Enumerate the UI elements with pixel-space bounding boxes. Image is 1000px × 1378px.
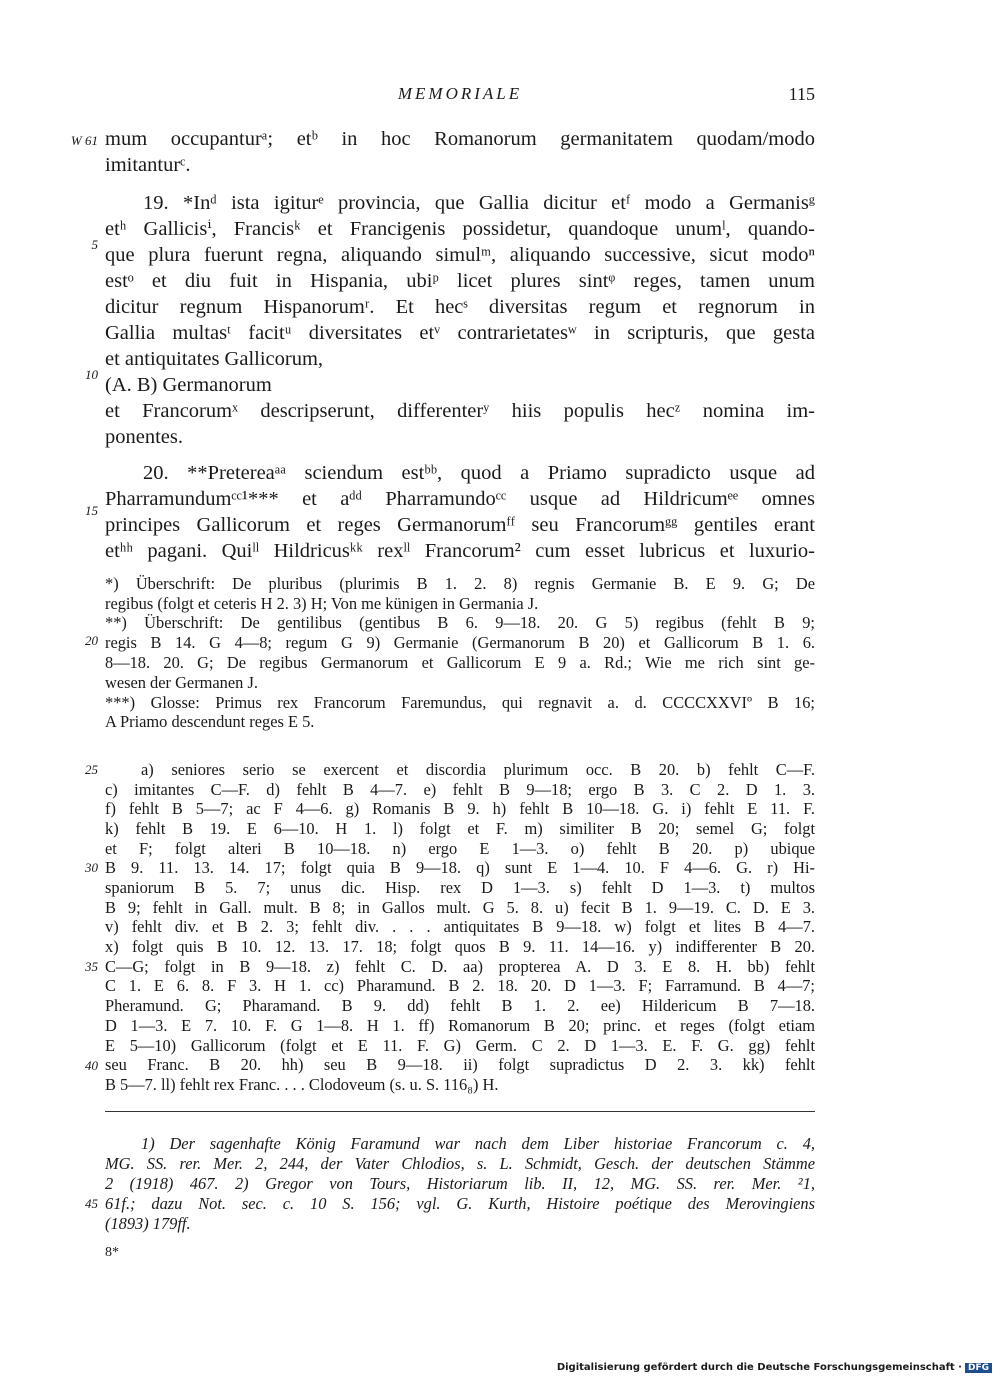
star-note-line: regis B 14. G 4—8; regum G 9) Germanie (Germanorum B 20) et Gallicorum B 1. 6. — [105, 633, 815, 652]
text-line: etʰ Gallicisⁱ, Francisᵏ et Francigenis possidetur, quandoque unumˡ, quando- — [105, 218, 815, 240]
star-note-line: ***) Glosse: Primus rex Francorum Faremundus, qui regnavit a. d. CCCCXXVIº B 16; — [105, 693, 815, 712]
margin-line-number: 15 — [85, 503, 98, 518]
star-note-line: regibus (folgt et ceteris H 2. 3) H; Von me künigen in Germania J. — [105, 594, 539, 613]
text-line: mum occupanturᵃ; etᵇ in hoc Romanorum germanitatem quodam/modo — [105, 128, 815, 150]
text-line: estᵒ et diu fuit in Hispania, ubiᵖ licet plures sintᵠ reges, tamen unum — [105, 270, 815, 292]
digitization-credit — [557, 1362, 992, 1373]
apparatus-line: C—G; folgt in B 9—18. z) fehlt C. D. aa) propterea A. D 3. E 8. H. bb) fehlt — [105, 957, 815, 976]
apparatus-line: k) fehlt B 19. E 6—10. H 1. l) folgt et F. m) similiter B 20; semel G; folgt — [105, 819, 815, 838]
text-line: et antiquitates Gallicorum, — [105, 348, 324, 370]
apparatus-line: spaniorum B 5. 7; unus dic. Hisp. rex D 1—3. s) fehlt D 1—3. t) multos — [105, 878, 815, 897]
footnote-line: 61f.; dazu Not. sec. c. 10 S. 156; vgl. G. Kurth, Histoire poétique des Merovingiens — [105, 1194, 815, 1213]
apparatus-line: E 5—10) Gallicorum (folgt et E 11. F. G) Germ. C 2. D 1—3. E. F. G. gg) fehlt — [105, 1036, 815, 1055]
text-line: Gallia multasᵗ facitᵘ diversitates etᵛ contrarietatesʷ in scripturis, que gesta — [105, 322, 815, 344]
margin-line-number: 5 — [91, 237, 98, 252]
text-line: dicitur regnum Hispanorumʳ. Et hecˢ diversitas regum et regnorum in — [105, 296, 815, 318]
star-note-line: *) Überschrift: De pluribus (plurimis B 1. 2. 8) regnis Germanie B. E 9. G; De — [105, 574, 815, 593]
footnote-line: 1) Der sagenhafte König Faramund war nach dem Liber historiae Francorum c. 4, — [141, 1134, 815, 1153]
text-line-variant: (A. B) Germanorum — [105, 374, 272, 396]
apparatus-line: x) folgt quis B 10. 12. 13. 17. 18; folgt quos B 9. 11. 14—16. y) indifferenter B 20. — [105, 937, 815, 956]
apparatus-line: D 1—3. E 7. 10. F. G 1—8. H 1. ff) Romanorum B 20; princ. et reges (folgt etiam — [105, 1016, 815, 1035]
text-line: Pharramundumᶜᶜ¹*** et aᵈᵈ Pharramundoᶜᶜ usque ad Hildricumᵉᵉ omnes — [105, 488, 815, 510]
apparatus-line: seu Franc. B 20. hh) seu B 9—18. ii) folgt supradictus D 2. 3. kk) fehlt — [105, 1055, 815, 1074]
credit-text: Digitalisierung gefördert durch die Deutsche Forschungsgemeinschaft · — [556, 1362, 962, 1373]
margin-line-number: 20 — [85, 633, 98, 648]
margin-line-number: 10 — [85, 367, 98, 382]
dfg-logo: DFG — [965, 1363, 992, 1373]
star-note-line: **) Überschrift: De gentilibus (gentibus B 6. 9—18. 20. G 5) regibus (fehlt B 9; — [105, 613, 815, 632]
margin-line-number: 40 — [85, 1058, 98, 1073]
text-line: principes Gallicorum et reges Germanorumᶠᶠ seu Francorumᵍᵍ gentiles erant — [105, 514, 815, 536]
sheet-signature: 8* — [105, 1245, 119, 1260]
margin-line-number: 25 — [85, 762, 98, 777]
margin-reference-w61: W 61 — [70, 133, 98, 148]
text-line: que plura fuerunt regna, aliquando simulᵐ, aliquando successive, sicut modoⁿ — [105, 244, 815, 266]
text-line: imitanturᶜ. — [105, 154, 191, 176]
apparatus-line: v) fehlt div. et B 2. 3; fehlt div. . . . antiquitates B 9—18. w) folgt et lites B 4—7. — [105, 917, 815, 936]
apparatus-line: et F; folgt alteri B 10—18. n) ergo E 1—3. o) fehlt B 20. p) ubique — [105, 839, 815, 858]
text-line: et Francorumˣ descripserunt, differenterʸ hiis populis hecᶻ nomina im- — [105, 400, 815, 422]
footnote-line: 2 (1918) 467. 2) Gregor von Tours, Historiarum lib. II, 12, MG. SS. rer. Mer. ²1, — [105, 1174, 815, 1193]
apparatus-line: f) fehlt B 5—7; ac F 4—6. g) Romanis B 9. h) fehlt B 10—18. G. i) fehlt E 11. F. — [105, 799, 815, 818]
text-line: etʰʰ pagani. Quiˡˡ Hildricusᵏᵏ rexˡˡ Francorum² cum esset lubricus et luxurio- — [105, 540, 815, 562]
apparatus-line: a) seniores serio se exercent et discordia plurimum occ. B 20. b) fehlt C—F. — [141, 760, 815, 779]
apparatus-line: C 1. E 6. 8. F 3. H 1. cc) Pharamund. B 2. 18. 20. D 1—3. F; Farramund. B 4—7; — [105, 976, 815, 995]
star-note-line: 8—18. 20. G; De regibus Germanorum et Gallicorum E 9 a. Rd.; Wie me rich sint ge- — [105, 653, 815, 672]
star-note-line: A Priamo descendunt reges E 5. — [105, 712, 315, 731]
apparatus-line: Pheramund. G; Pharamand. B 9. dd) fehlt B 1. 2. ee) Hildericum B 7—18. — [105, 996, 815, 1015]
margin-line-number: 35 — [85, 959, 98, 974]
paragraph-19-start: 19. *Inᵈ ista igiturᵉ provincia, que Gallia dicitur etᶠ modo a Germanisᵍ — [143, 192, 815, 214]
page-header — [105, 84, 815, 108]
apparatus-line: B 9; fehlt in Gall. mult. B 8; in Gallos mult. G 5. 8. u) fecit B 1. 9—19. C. D. E 3. — [105, 898, 815, 917]
text-line: ponentes. — [105, 426, 183, 448]
margin-line-number: 30 — [85, 860, 98, 875]
running-title: MEMORIALE — [397, 84, 523, 103]
apparatus-line: c) imitantes C—F. d) fehlt B 4—7. e) fehlt B 9—18; ergo B 3. C 2. D 1. 3. — [105, 780, 815, 799]
footnote-line: (1893) 179ff. — [105, 1214, 191, 1233]
apparatus-line: B 5—7. ll) fehlt rex Franc. . . . Clodoveum (s. u. S. 116₈) H. — [105, 1075, 499, 1094]
page-number: 115 — [788, 84, 815, 104]
paragraph-20-start: 20. **Pretereaᵃᵃ sciendum estᵇᵇ, quod a Priamo supradicto usque ad — [143, 462, 815, 484]
footnote-divider — [105, 1111, 815, 1112]
star-note-line: wesen der Germanen J. — [105, 673, 258, 692]
margin-line-number: 45 — [85, 1196, 98, 1211]
footnote-line: MG. SS. rer. Mer. 2, 244, der Vater Chlodios, s. L. Schmidt, Gesch. der deutschen Stämme — [105, 1154, 815, 1173]
apparatus-line: B 9. 11. 13. 14. 17; folgt quia B 9—18. q) sunt E 1—4. 10. F 4—6. G. r) Hi- — [105, 858, 815, 877]
